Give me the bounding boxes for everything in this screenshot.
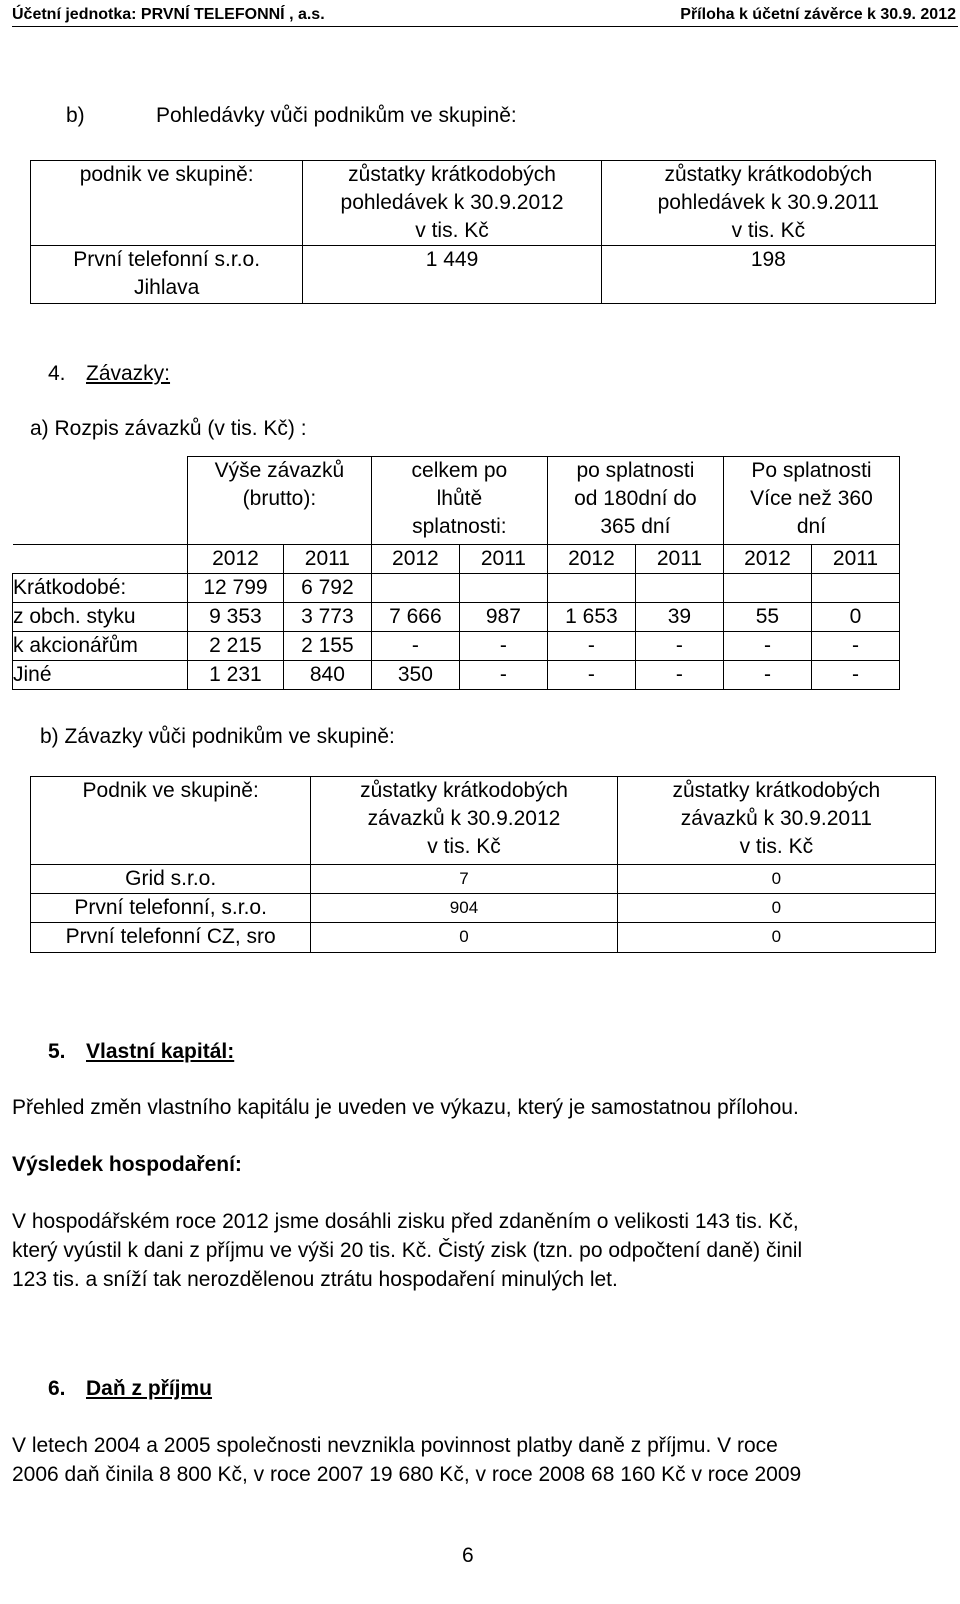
year-header: 2012 (188, 545, 284, 574)
value-cell: - (547, 661, 635, 690)
value-cell: 55 (723, 603, 811, 632)
value-cell: 2 155 (283, 632, 371, 661)
value-cell: - (371, 632, 459, 661)
value-cell: 0 (811, 603, 899, 632)
year-header: 2012 (547, 545, 635, 574)
row-label: k akcionářům (13, 632, 188, 661)
year-header: 2011 (283, 545, 371, 574)
liabilities-year-label (13, 545, 188, 574)
year-header: 2011 (811, 545, 899, 574)
receivables-col-company-header: podnik ve skupině: (31, 161, 303, 246)
liabilities-header-in-term: celkem po lhůtě splatnosti: (371, 457, 547, 545)
value-cell: 350 (371, 661, 459, 690)
value-cell: 1 653 (547, 603, 635, 632)
value-cell: - (723, 661, 811, 690)
section4-title: Závazky: (86, 362, 171, 385)
result-line: který vyústil k dani z příjmu ve výši 20 tis. Kč. Čistý zisk (tzn. po odpočtení daně) činil (12, 1239, 803, 1262)
value-cell (459, 574, 547, 603)
row-label: Krátkodobé: (13, 574, 188, 603)
table-row (13, 603, 900, 632)
value-cell: 2 215 (188, 632, 284, 661)
value-cell: - (547, 632, 635, 661)
value-cell: 6 792 (283, 574, 371, 603)
result-heading: Výsledek hospodaření: (12, 1153, 242, 1176)
group-col-company-header: Podnik ve skupině: (31, 777, 311, 865)
value-cell: 840 (283, 661, 371, 690)
value-cell: 7 666 (371, 603, 459, 632)
value-cell (635, 574, 723, 603)
group-company-name: Grid s.r.o. (31, 865, 311, 894)
group-value-2011: 0 (617, 923, 935, 953)
table-row (13, 574, 900, 603)
receivables-table (30, 160, 936, 304)
section6-line: V letech 2004 a 2005 společnosti nevznikla povinnost platby daně z příjmu. V roce (12, 1434, 778, 1457)
group-value-2012: 7 (311, 865, 617, 894)
table-row (13, 661, 900, 690)
receivables-value-2011: 198 (601, 246, 935, 304)
receivables-col-2011-header: zůstatky krátkodobých pohledávek k 30.9.2011 v tis. Kč (601, 161, 935, 246)
value-cell (371, 574, 459, 603)
liabilities-table (12, 456, 900, 690)
section5-title: Vlastní kapitál: (86, 1040, 235, 1063)
value-cell: - (811, 632, 899, 661)
result-line: 123 tis. a sníží tak nerozdělenou ztrátu hospodaření minulých let. (12, 1268, 618, 1291)
group-company-name: První telefonní, s.r.o. (31, 894, 311, 923)
value-cell: - (811, 661, 899, 690)
section6-title: Daň z příjmu (86, 1377, 213, 1400)
group-col-2012-header: zůstatky krátkodobých závazků k 30.9.2012 v tis. Kč (311, 777, 617, 865)
value-cell: - (459, 632, 547, 661)
page-number: 6 (462, 1544, 474, 1567)
year-header: 2012 (371, 545, 459, 574)
group-liabilities-table (30, 776, 936, 953)
section6-line: 2006 daň činila 8 800 Kč, v roce 2007 19 680 Kč, v roce 2008 68 160 Kč v roce 2009 (12, 1463, 802, 1486)
section5-number: 5. (48, 1040, 66, 1063)
section5-text: Přehled změn vlastního kapitálu je uveden ve výkazu, který je samostatnou přílohou. (12, 1096, 799, 1119)
result-paragraph (12, 1207, 958, 1294)
table-row (31, 923, 936, 953)
group-value-2011: 0 (617, 865, 935, 894)
receivables-value-2012: 1 449 (303, 246, 601, 304)
row-label: Jiné (13, 661, 188, 690)
value-cell: 987 (459, 603, 547, 632)
header-attachment: Příloha k účetní závěrce k 30.9. 2012 (680, 6, 956, 23)
result-line: V hospodářském roce 2012 jsme dosáhli zisku před zdaněním o velikosti 143 tis. Kč, (12, 1210, 799, 1233)
year-header: 2011 (635, 545, 723, 574)
liabilities-header-overdue-180: po splatnosti od 180dní do 365 dní (547, 457, 723, 545)
section4-number: 4. (48, 362, 66, 385)
receivables-company: První telefonní s.r.o. Jihlava (31, 246, 303, 304)
receivables-heading: Pohledávky vůči podnikům ve skupině: (156, 104, 517, 127)
table-row (13, 632, 900, 661)
receivables-heading-letter: b) (66, 104, 85, 127)
year-header: 2011 (459, 545, 547, 574)
group-col-2011-header: zůstatky krátkodobých závazků k 30.9.2011 v tis. Kč (617, 777, 935, 865)
value-cell: 12 799 (188, 574, 284, 603)
group-value-2012: 0 (311, 923, 617, 953)
liabilities-header-overdue-360: Po splatnosti Více než 360 dní (723, 457, 899, 545)
group-value-2011: 0 (617, 894, 935, 923)
year-header: 2012 (723, 545, 811, 574)
value-cell: 3 773 (283, 603, 371, 632)
value-cell: - (459, 661, 547, 690)
group-liabilities-heading: b) Závazky vůči podnikům ve skupině: (40, 725, 395, 748)
table-row (31, 865, 936, 894)
value-cell: - (635, 661, 723, 690)
value-cell: 1 231 (188, 661, 284, 690)
value-cell (547, 574, 635, 603)
liabilities-header-gross: Výše závazků (brutto): (188, 457, 372, 545)
receivables-col-2012-header: zůstatky krátkodobých pohledávek k 30.9.2012 v tis. Kč (303, 161, 601, 246)
value-cell: 9 353 (188, 603, 284, 632)
row-label: z obch. styku (13, 603, 188, 632)
table-row (31, 894, 936, 923)
value-cell (723, 574, 811, 603)
value-cell: - (635, 632, 723, 661)
liabilities-corner (13, 457, 188, 545)
value-cell: - (723, 632, 811, 661)
section6-number: 6. (48, 1377, 66, 1400)
table-row (31, 246, 936, 304)
table-row (13, 545, 900, 574)
value-cell: 39 (635, 603, 723, 632)
header-entity: Účetní jednotka: PRVNÍ TELEFONNÍ , a.s. (12, 6, 325, 23)
section6-paragraph (12, 1431, 958, 1489)
section4-subheading: a) Rozpis závazků (v tis. Kč) : (30, 417, 307, 440)
group-value-2012: 904 (311, 894, 617, 923)
page-header (12, 4, 958, 27)
group-company-name: První telefonní CZ, sro (31, 923, 311, 953)
value-cell (811, 574, 899, 603)
